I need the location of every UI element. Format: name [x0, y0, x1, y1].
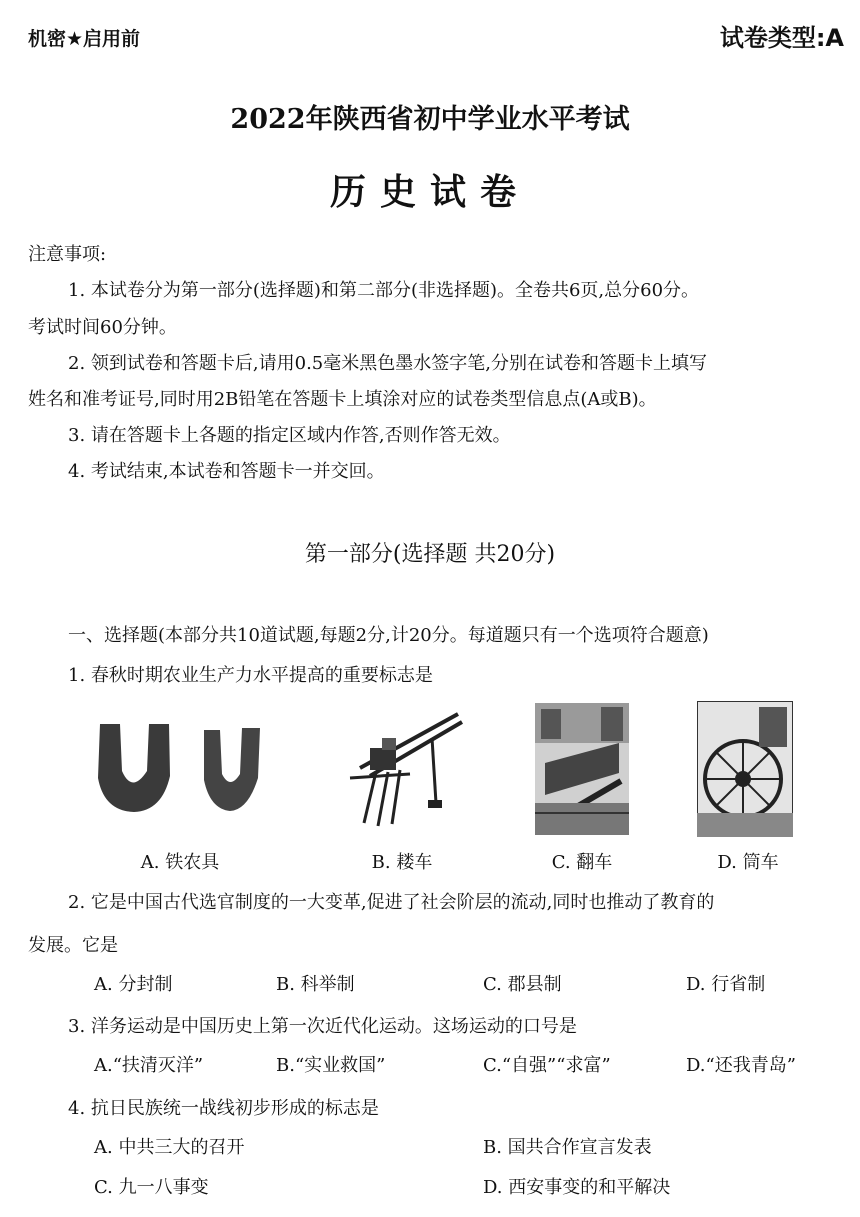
q4-option-b: B. 国共合作宣言发表 — [483, 1137, 652, 1158]
q1-option-d: D. 筒车 — [717, 852, 779, 873]
iron-tools-image — [92, 716, 272, 816]
q3-option-b: B.“实业救国” — [276, 1055, 386, 1076]
q3-option-d: D.“还我青岛” — [686, 1055, 796, 1076]
notice-item-3: 3. 请在答题卡上各题的指定区域内作答,否则作答无效。 — [68, 425, 511, 446]
notice-item-2: 2. 领到试卷和答题卡后,请用0.5毫米黑色墨水签字笔,分别在试卷和答题卡上填写 — [68, 353, 707, 374]
notice-item-4: 4. 考试结束,本试卷和答题卡一并交回。 — [68, 461, 385, 482]
q2-stem-line2: 发展。它是 — [28, 935, 118, 956]
section-title: 第一部分(选择题 共20分) — [304, 542, 556, 567]
q3-option-c: C.“自强”“求富” — [483, 1055, 611, 1076]
q2-stem-line1: 2. 它是中国古代选官制度的一大变革,促进了社会阶层的流动,同时也推动了教育的 — [68, 892, 715, 913]
q4-stem: 4. 抗日民族统一战线初步形成的标志是 — [68, 1098, 379, 1119]
secret-label: 机密★启用前 — [28, 28, 141, 50]
exam-subtitle: 历史试卷 — [329, 171, 530, 213]
chain-pump-image — [535, 703, 629, 835]
notice-item-1-cont: 考试时间60分钟。 — [28, 317, 177, 338]
q1-option-b: B. 耧车 — [371, 852, 433, 873]
notice-item-1: 1. 本试卷分为第一部分(选择题)和第二部分(非选择题)。全卷共6页,总分60分。 — [68, 280, 700, 301]
q1-stem: 1. 春秋时期农业生产力水平提高的重要标志是 — [68, 665, 433, 686]
q3-option-a: A.“扶清灭洋” — [94, 1055, 204, 1076]
exam-title: 2022年陕西省初中学业水平考试 — [230, 104, 630, 135]
part-instruction: 一、选择题(本部分共10道试题,每题2分,计20分。每道题只有一个选项符合题意) — [68, 625, 709, 646]
paper-type-label: 试卷类型:A — [719, 24, 844, 52]
q4-option-a: A. 中共三大的召开 — [94, 1137, 245, 1158]
q2-option-b: B. 科举制 — [276, 974, 355, 995]
q3-stem: 3. 洋务运动是中国历史上第一次近代化运动。这场运动的口号是 — [68, 1016, 577, 1037]
q2-option-d: D. 行省制 — [686, 974, 766, 995]
q4-option-d: D. 西安事变的和平解决 — [483, 1177, 671, 1198]
notice-heading: 注意事项: — [28, 244, 107, 265]
q1-option-c: C. 翻车 — [551, 852, 613, 873]
notice-item-2-cont: 姓名和准考证号,同时用2B铅笔在答题卡上填涂对应的试卷类型信息点(A或B)。 — [28, 389, 657, 410]
water-wheel-image — [697, 701, 793, 837]
q1-option-a: A. 铁农具 — [140, 852, 220, 873]
q2-option-c: C. 郡县制 — [483, 974, 562, 995]
q4-option-c: C. 九一八事变 — [94, 1177, 209, 1198]
q2-option-a: A. 分封制 — [94, 974, 173, 995]
seed-drill-image — [340, 708, 470, 833]
